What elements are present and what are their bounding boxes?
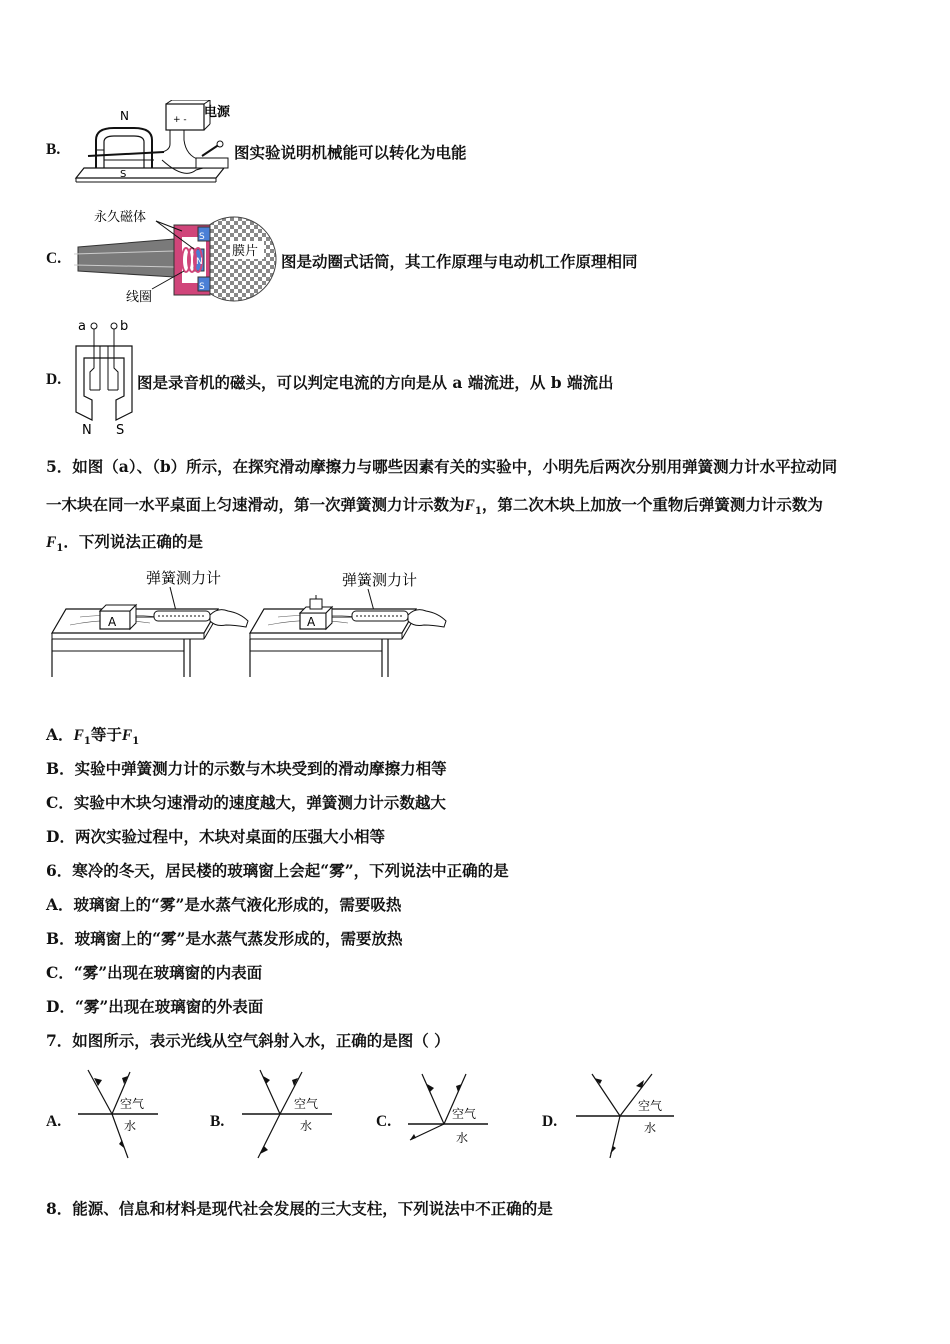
microphone-figure [74, 205, 279, 305]
q6-stem: 6．寒冷的冬天，居民楼的玻璃窗上会起“雾”，下列说法中正确的是 [46, 861, 509, 880]
q5-optA-letter: A． [46, 725, 74, 744]
q6-optC-letter: C． [46, 963, 74, 982]
tape-head-figure [72, 316, 136, 436]
block-a-label-a: A [108, 615, 117, 629]
friction-figure-b [248, 565, 448, 680]
q6-optA [46, 893, 401, 915]
q5-stem-line3 [46, 530, 203, 554]
q5-optD-text: 两次实验过程中，木块对桌面的压强大小相等 [74, 827, 385, 846]
q5-optA-sub1: 1 [83, 736, 91, 748]
q4-optD-text: 图是录音机的磁头，可以判定电流的方向是从 a 端流进，从 b 端流出 [137, 373, 614, 392]
q4-optB-text: 图实验说明机械能可以转化为电能 [234, 143, 467, 162]
q4-optB-letter: B. [46, 141, 61, 158]
friction-figure-a [50, 565, 250, 680]
q7-optD-figure [570, 1066, 680, 1162]
q5-optD-letter: D． [46, 827, 75, 846]
q5-var-f1: F [464, 497, 475, 514]
q6-optD [46, 995, 263, 1017]
q5-optB-letter: B． [46, 759, 75, 778]
svg-text:+ -: + - [173, 115, 187, 125]
q5-stem-line2-part1: 一木块在同一水平桌面上匀速滑动，第一次弹簧测力计示数为 [46, 495, 465, 514]
q5-optA-mid: 等于 [90, 725, 122, 744]
q7-optD-water: 水 [644, 1121, 657, 1135]
q6-optD-letter: D． [46, 997, 75, 1016]
q5-var-f1-b: F [46, 534, 57, 551]
block-a-label-b: A [307, 615, 316, 629]
q7-optA-figure [72, 1066, 162, 1162]
terminal-a-label: a [78, 319, 86, 334]
head-n-label: N [82, 423, 92, 436]
q7-optC-air: 空气 [452, 1107, 477, 1121]
q5-optA-sub1-second: 1 [132, 736, 140, 748]
q5-optA-f1: F [73, 727, 84, 744]
q7-optD-letter: D. [542, 1113, 558, 1130]
q4-optC-text: 图是动圈式话筒，其工作原理与电动机工作原理相同 [281, 252, 638, 271]
q5-sub-1-b: 1 [56, 543, 64, 555]
q5-optC-text: 实验中木块匀速滑动的速度越大，弹簧测力计示数越大 [73, 793, 446, 812]
q7-optC-letter: C. [376, 1113, 392, 1130]
q7-optC-water: 水 [456, 1131, 469, 1145]
q5-optA [46, 723, 139, 747]
mic-n-mid: N [196, 257, 203, 267]
q5-optA-f1-second: F [121, 727, 133, 744]
q7-optD-air: 空气 [638, 1099, 663, 1113]
q6-optD-text: “雾”出现在玻璃窗的外表面 [74, 997, 264, 1016]
q5-optB [46, 757, 447, 779]
q7-optA-letter: A. [46, 1113, 62, 1130]
q7-optA-air: 空气 [120, 1097, 145, 1111]
q5-stem-line2-part2: ，第二次木块上加放一个重物后弹簧测力计示数为 [481, 495, 823, 514]
generator-n-label: N [120, 109, 129, 123]
q7-stem: 7．如图所示，表示光线从空气斜射入水，正确的是图（ ） [46, 1031, 450, 1050]
q7-optB-air: 空气 [294, 1097, 319, 1111]
q6-optC [46, 961, 262, 983]
q8-stem: 8．能源、信息和材料是现代社会发展的三大支柱，下列说法中不正确的是 [46, 1199, 553, 1218]
q5-optC [46, 791, 446, 813]
magnet-label: 永久磁体 [94, 210, 147, 225]
q5-optB-text: 实验中弹簧测力计的示数与木块受到的滑动摩擦力相等 [74, 759, 447, 778]
power-label: 电源 [204, 105, 231, 120]
q5-stem-line1: 5．如图（a）、（b）所示，在探究滑动摩擦力与哪些因素有关的实验中，小明先后两次分别用弹簧测力计水平拉动同 [46, 457, 838, 476]
generator-s-label: S [120, 169, 127, 180]
q6-optA-text: 玻璃窗上的“雾”是水蒸气液化形成的，需要吸热 [73, 895, 402, 914]
q4-optD-letter: D. [46, 371, 62, 388]
q5-sub-1: 1 [474, 506, 482, 518]
q6-optB [46, 927, 402, 949]
q7-optA-water: 水 [124, 1119, 137, 1133]
q5-optC-letter: C． [46, 793, 74, 812]
coil-label: 线圈 [126, 290, 153, 305]
terminal-b-label: b [120, 319, 129, 334]
mic-s-top: S [199, 232, 205, 242]
head-s-label: S [116, 423, 125, 436]
diaphragm-label: 膜片 [232, 244, 259, 259]
q5-stem-line2 [46, 493, 823, 517]
q5-optD [46, 825, 385, 847]
q7-optB-letter: B. [210, 1113, 225, 1130]
generator-figure [74, 100, 234, 185]
mic-s-bottom: S [199, 282, 205, 292]
q4-optC-letter: C. [46, 250, 62, 267]
q7-optB-figure [236, 1066, 336, 1162]
q6-optA-letter: A． [46, 895, 74, 914]
spring-scale-label-a: 弹簧测力计 [146, 569, 222, 587]
spring-scale-label-b: 弹簧测力计 [342, 571, 418, 589]
q6-optC-text: “雾”出现在玻璃窗的内表面 [73, 963, 263, 982]
q7-optB-water: 水 [300, 1119, 313, 1133]
q7-optC-figure [402, 1066, 492, 1162]
q6-optB-text: 玻璃窗上的“雾”是水蒸气蒸发形成的，需要放热 [74, 929, 403, 948]
q5-stem-line3-text: ．下列说法正确的是 [63, 532, 203, 551]
q6-optB-letter: B． [46, 929, 75, 948]
